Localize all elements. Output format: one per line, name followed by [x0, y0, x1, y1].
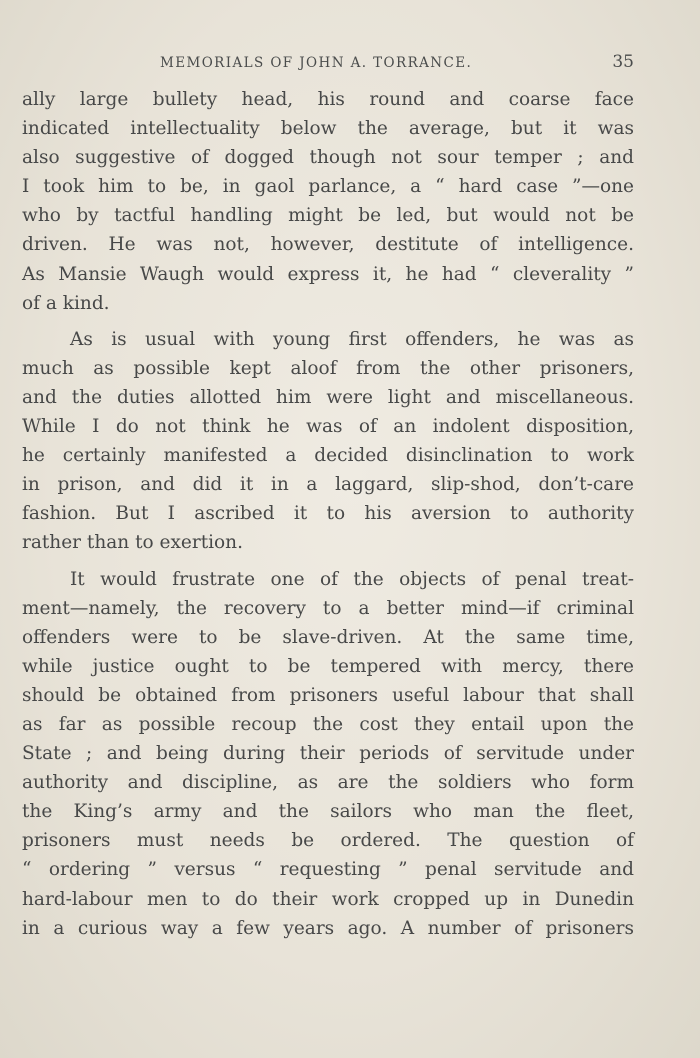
text-line: I took him to be, in gaol parlance, a “ hard case ”—one	[22, 176, 634, 198]
text-line: ment—namely, the recovery to a better mind—if criminal	[22, 597, 634, 619]
text-line: in a curious way a few years ago. A number of prisoners	[22, 917, 634, 939]
text-line: While I do not think he was of an indolent disposition,	[22, 416, 634, 438]
page-number: 35	[612, 52, 634, 72]
text-line: who by tactful handling might be led, but would not be	[22, 205, 634, 227]
text-line: authority and discipline, as are the soldiers who form	[22, 772, 634, 794]
running-head	[22, 52, 634, 76]
text-line: As Mansie Waugh would express it, he had “ cleverality ”	[22, 263, 634, 285]
text-line: while justice ought to be tempered with mercy, there	[22, 655, 634, 677]
text-line: also suggestive of dogged though not sour temper ; and	[22, 147, 634, 169]
paragraph-1	[22, 85, 634, 318]
text-line: ally large bullety head, his round and coarse face	[22, 89, 634, 110]
text-line: State ; and being during their periods of servitude under	[22, 743, 634, 765]
text-line: should be obtained from prisoners useful labour that shall	[22, 684, 634, 706]
text-line: as far as possible recoup the cost they entail upon the	[22, 713, 634, 735]
text-line: he certainly manifested a decided disinclination to work	[22, 445, 634, 467]
text-line: It would frustrate one of the objects of penal treat-	[70, 568, 634, 590]
text-line: hard-labour men to do their work cropped up in Dunedin	[22, 888, 634, 910]
text-line: in prison, and did it in a laggard, slip-shod, don’t-care	[22, 474, 634, 496]
text-line: As is usual with young first offenders, he was as	[70, 328, 634, 350]
text-line: offenders were to be slave-driven. At the same time,	[22, 626, 634, 648]
body-text	[22, 85, 634, 943]
text-line: of a kind.	[22, 292, 110, 314]
running-title: MEMORIALS OF JOHN A. TORRANCE.	[160, 55, 473, 71]
text-line: and the duties allotted him were light and miscellaneous.	[22, 386, 634, 408]
text-line: indicated intellectuality below the average, but it was	[22, 118, 634, 140]
text-line: rather than to exertion.	[22, 532, 243, 554]
text-line: fashion. But I ascribed it to his aversion to authority	[22, 503, 634, 525]
text-line: prisoners must needs be ordered. The question of	[22, 830, 634, 852]
paragraph-3	[22, 565, 634, 943]
text-line: driven. He was not, however, destitute of intelligence.	[22, 234, 634, 256]
text-line: the King’s army and the sailors who man the fleet,	[22, 801, 634, 823]
paragraph-2	[22, 325, 634, 558]
text-line: “ ordering ” versus “ requesting ” penal servitude and	[22, 859, 634, 881]
text-line: much as possible kept aloof from the other prisoners,	[22, 357, 634, 379]
